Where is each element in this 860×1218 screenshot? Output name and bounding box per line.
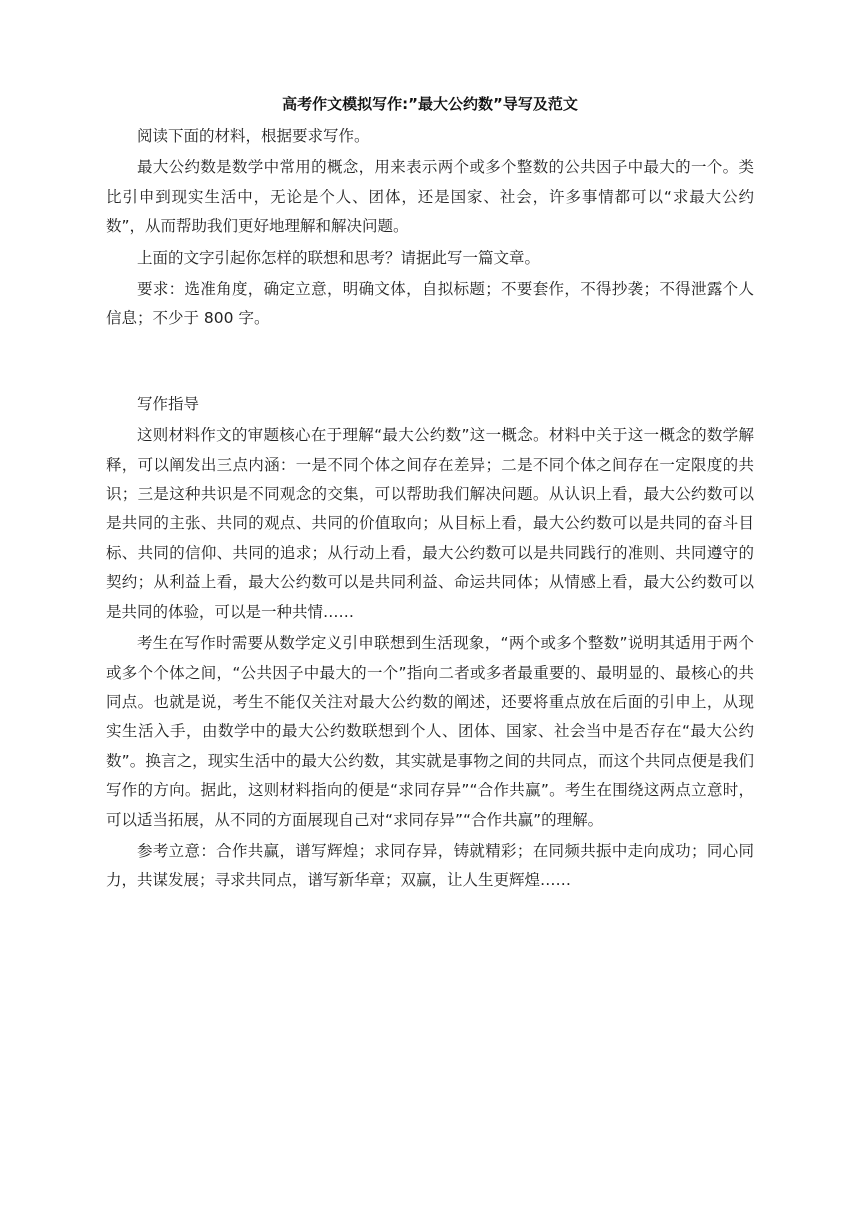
reference-paragraph: 参考立意：合作共赢，谱写辉煌；求同存异，铸就精彩；在同频共振中走向成功；同心同力，共谋发展；寻求共同点，谱写新华章；双赢，让人生更辉煌…… (106, 841, 754, 890)
requirement-paragraph: 要求：选准角度，确定立意，明确文体，自拟标题；不要套作，不得抄袭；不得泄露个人信息；不少于 800 字。 (106, 280, 754, 328)
section-spacer (106, 336, 754, 390)
guide-heading: 写作指导 (137, 394, 200, 413)
guide-paragraph-2: 考生在写作时需要从数学定义引申联想到生活现象，“两个或多个整数”说明其适用于两个或多个个体之间，“公共因子中最大的一个”指向二者或多者最重要的、最明显的、最核心的共同点。也就是说，考生不能仅关注对最大公约数的阐述，还要将重点放在后面的引申上，从现实生活入手，由数学中的最大公约数联想到个人、团体、国家、社会当中是否存在“最大公约数”。换言之，现实生活中的最大公约数，其实就是事物之间的共同点，而这个共同点便是我们写作的方向。据此，这则材料指向的便是“求同存异”“合作共赢”。考生在围绕这两点立意时，可以适当拓展，从不同的方面展现自己对“求同存异”“合作共赢”的理解。 (106, 634, 754, 829)
intro-paragraph: 阅读下面的材料，根据要求写作。 (137, 127, 370, 145)
question-paragraph: 上面的文字引起你怎样的联想和思考？请据此写一篇文章。 (137, 248, 541, 267)
guide-paragraph-1: 这则材料作文的审题核心在于理解“最大公约数”这一概念。材料中关于这一概念的数学解释，可以阐发出三点内涵：一是不同个体之间存在差异；二是不同个体之间存在一定限度的共识；三是这种共识是不同观念的交集，可以帮助我们解决问题。从认识上看，最大公约数可以是共同的主张、共同的观点、共同的价值取向；从目标上看，最大公约数可以是共同的奋斗目标、共同的信仰、共同的追求；从行动上看，最大公约数可以是共同践行的准则、共同遵守的契约；从利益上看，最大公约数可以是共同利益、命运共同体；从情感上看，最大公约数可以是共同的体验，可以是一种共情…… (106, 426, 754, 621)
document-title: 高考作文模拟写作:”最大公约数”导写及范文 (282, 95, 578, 113)
document-page (106, 92, 754, 898)
material-paragraph: 最大公约数是数学中常用的概念，用来表示两个或多个整数的公共因子中最大的一个。类比引申到现实生活中，无论是个人、团体，还是国家、社会，许多事情都可以“求最大公约数”，从而帮助我们更好地理解和解决问题。 (106, 158, 754, 236)
